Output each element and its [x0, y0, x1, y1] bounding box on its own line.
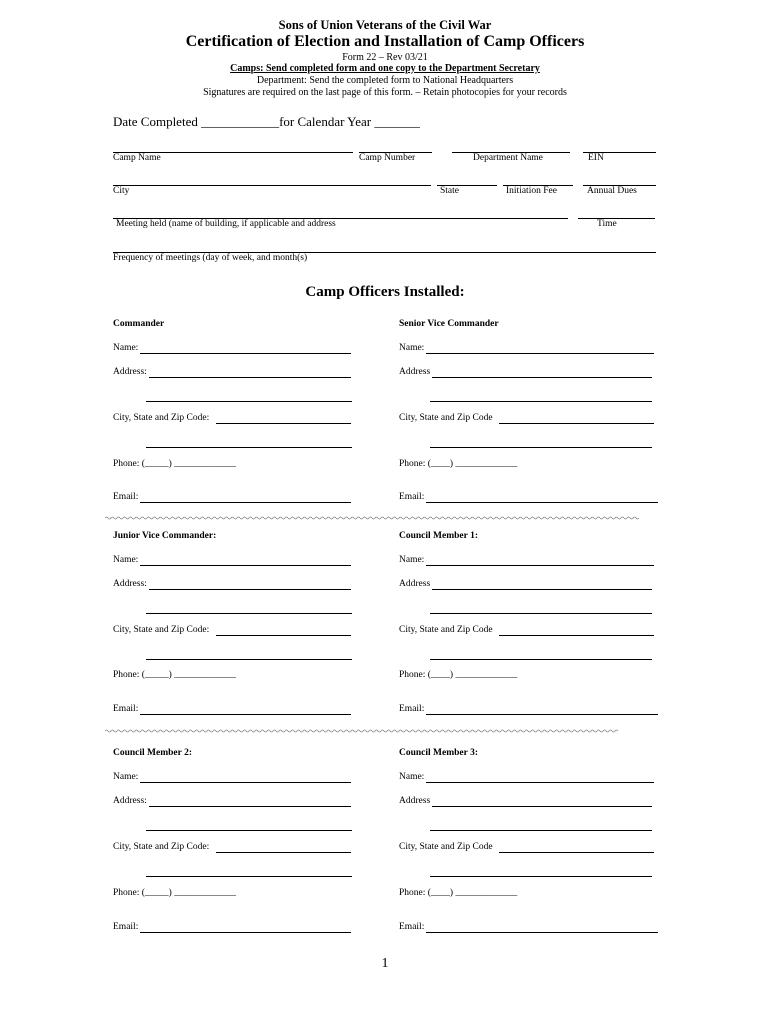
- frequency-label: Frequency of meetings (day of week, and month(s): [113, 253, 308, 263]
- camps-note: Camps: Send completed form and one copy to the Department Secretary: [230, 63, 540, 74]
- council1-email-label: Email:: [399, 704, 425, 714]
- commander-city-field[interactable]: [216, 423, 351, 424]
- commander-name-label: Name:: [113, 343, 139, 353]
- junior-vice-name-field[interactable]: [140, 565, 351, 566]
- council1-city-line2[interactable]: [430, 659, 652, 660]
- form-number: Form 22 – Rev 03/21: [342, 52, 428, 63]
- commander-heading: Commander: [113, 319, 165, 329]
- junior-vice-heading: Junior Vice Commander:: [113, 531, 217, 541]
- signature-note: Signatures are required on the last page of this form. – Retain photocopies for your records: [203, 87, 567, 98]
- page-number: 1: [381, 956, 389, 971]
- council2-heading: Council Member 2:: [113, 748, 192, 758]
- initiation-fee-label: Initiation Fee: [506, 186, 557, 196]
- senior-vice-heading: Senior Vice Commander: [399, 319, 499, 329]
- council1-name-label: Name:: [399, 555, 425, 565]
- camp-name-label: Camp Name: [113, 153, 161, 163]
- council2-city-line2[interactable]: [146, 876, 352, 877]
- senior-vice-address-line2[interactable]: [430, 401, 652, 402]
- council3-city-line2[interactable]: [430, 876, 652, 877]
- commander-address-line2[interactable]: [146, 401, 352, 402]
- department-name-label: Department Name: [473, 153, 543, 163]
- senior-vice-address-label: Address: [399, 367, 431, 377]
- senior-vice-city-field[interactable]: [499, 423, 654, 424]
- date-completed-line[interactable]: Date Completed ____________for Calendar Year _______: [113, 114, 420, 129]
- camp-number-label: Camp Number: [359, 153, 416, 163]
- junior-vice-city-label: City, State and Zip Code:: [113, 625, 210, 635]
- council1-email-field[interactable]: [426, 714, 658, 715]
- council1-name-field[interactable]: [426, 565, 654, 566]
- council1-heading: Council Member 1:: [399, 531, 478, 541]
- council2-address-label: Address:: [113, 796, 147, 806]
- council1-address-label: Address: [399, 579, 431, 589]
- senior-vice-email-field[interactable]: [426, 502, 658, 503]
- annual-dues-label: Annual Dues: [587, 186, 637, 196]
- council1-city-field[interactable]: [499, 635, 654, 636]
- senior-vice-email-label: Email:: [399, 492, 425, 502]
- senior-vice-phone-field[interactable]: Phone: (____) _____________: [399, 459, 518, 469]
- commander-address-field[interactable]: [149, 377, 351, 378]
- council2-email-field[interactable]: [140, 932, 351, 933]
- council2-phone-field[interactable]: Phone: (_____) _____________: [113, 888, 236, 898]
- junior-vice-city-field[interactable]: [216, 635, 351, 636]
- council3-email-label: Email:: [399, 922, 425, 932]
- council1-address-field[interactable]: [432, 589, 652, 590]
- council3-phone-field[interactable]: Phone: (____) _____________: [399, 888, 518, 898]
- junior-vice-address-field[interactable]: [149, 589, 351, 590]
- council2-address-field[interactable]: [149, 806, 351, 807]
- city-label: City: [113, 186, 130, 196]
- junior-vice-phone-field[interactable]: Phone: (_____) _____________: [113, 670, 236, 680]
- council3-city-field[interactable]: [499, 852, 654, 853]
- council1-city-label: City, State and Zip Code: [399, 625, 493, 635]
- senior-vice-city-label: City, State and Zip Code: [399, 413, 493, 423]
- commander-city-line2[interactable]: [146, 447, 352, 448]
- council3-address-label: Address: [399, 796, 431, 806]
- commander-city-label: City, State and Zip Code:: [113, 413, 210, 423]
- senior-vice-name-label: Name:: [399, 343, 425, 353]
- ein-label: EIN: [588, 153, 604, 163]
- commander-email-label: Email:: [113, 492, 139, 502]
- council2-name-label: Name:: [113, 772, 139, 782]
- junior-vice-address-line2[interactable]: [146, 613, 352, 614]
- council2-city-label: City, State and Zip Code:: [113, 842, 210, 852]
- council3-city-label: City, State and Zip Code: [399, 842, 493, 852]
- time-label: Time: [597, 219, 617, 229]
- junior-vice-email-field[interactable]: [140, 714, 351, 715]
- junior-vice-city-line2[interactable]: [146, 659, 352, 660]
- wavy-divider: [105, 516, 663, 520]
- council3-name-field[interactable]: [426, 782, 654, 783]
- council3-address-line2[interactable]: [430, 830, 652, 831]
- junior-vice-email-label: Email:: [113, 704, 139, 714]
- council1-address-line2[interactable]: [430, 613, 652, 614]
- city-field[interactable]: [113, 185, 431, 186]
- commander-name-field[interactable]: [140, 353, 351, 354]
- commander-email-field[interactable]: [140, 502, 351, 503]
- wavy-divider: [105, 729, 663, 733]
- council2-city-field[interactable]: [216, 852, 351, 853]
- senior-vice-address-field[interactable]: [432, 377, 652, 378]
- state-label: State: [440, 186, 459, 196]
- department-note: Department: Send the completed form to National Headquarters: [256, 75, 514, 86]
- form-title: Certification of Election and Installation of Camp Officers: [185, 33, 585, 50]
- junior-vice-name-label: Name:: [113, 555, 139, 565]
- council2-name-field[interactable]: [140, 782, 351, 783]
- junior-vice-address-label: Address:: [113, 579, 147, 589]
- council3-heading: Council Member 3:: [399, 748, 478, 758]
- council2-address-line2[interactable]: [146, 830, 352, 831]
- council2-email-label: Email:: [113, 922, 139, 932]
- senior-vice-name-field[interactable]: [426, 353, 654, 354]
- org-name: Sons of Union Veterans of the Civil War: [278, 18, 492, 32]
- council3-name-label: Name:: [399, 772, 425, 782]
- commander-phone-field[interactable]: Phone: (_____) _____________: [113, 459, 236, 469]
- meeting-held-label: Meeting held (name of building, if applicable and address: [116, 219, 336, 229]
- commander-address-label: Address:: [113, 367, 147, 377]
- council3-address-field[interactable]: [432, 806, 652, 807]
- council3-email-field[interactable]: [426, 932, 658, 933]
- officers-heading: Camp Officers Installed:: [305, 284, 465, 300]
- senior-vice-city-line2[interactable]: [430, 447, 652, 448]
- council1-phone-field[interactable]: Phone: (____) _____________: [399, 670, 518, 680]
